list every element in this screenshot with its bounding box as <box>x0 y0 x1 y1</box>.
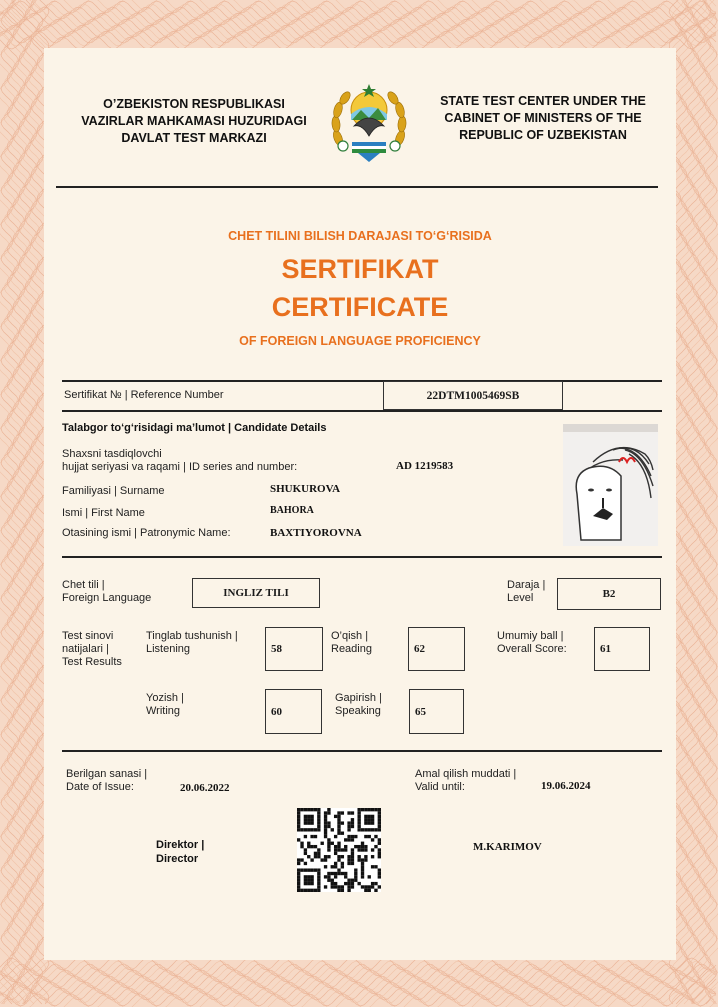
issue-date-label <box>66 768 147 794</box>
header-left-line3: DAVLAT TEST MARKAZI <box>121 131 267 145</box>
candidate-photo <box>563 424 658 546</box>
level-label-line1: Daraja | <box>507 579 546 591</box>
guilloche-line <box>0 961 716 973</box>
language-value-box: INGLIZ TILI <box>192 578 320 608</box>
guilloche-line <box>0 34 716 46</box>
level-value-box: B2 <box>557 578 661 610</box>
guilloche-line <box>693 0 705 1004</box>
title-uz: SERTIFIKAT <box>281 254 439 284</box>
guilloche-line <box>0 967 716 979</box>
reading-label <box>331 630 372 656</box>
guilloche-line <box>13 0 25 1004</box>
guilloche-line <box>0 28 716 40</box>
id-label-line1: Shaxsni tasdiqlovchi <box>62 448 162 460</box>
title-en: CERTIFICATE <box>271 292 449 322</box>
reference-number-box: 22DTM1005469SB <box>383 381 563 410</box>
overall-label <box>497 630 567 656</box>
results-bottom-divider <box>62 750 662 752</box>
writing-label <box>146 692 184 718</box>
listening-label-line1: Tinglab tushunish | <box>146 630 238 642</box>
issue-label-line1: Berilgan sanasi | <box>66 768 148 780</box>
speaking-label <box>335 692 382 718</box>
patronymic-label: Otasining ismi | Patronymic Name: <box>62 527 231 539</box>
guilloche-line <box>31 0 43 1004</box>
writing-label-line1: Yozish | <box>146 692 184 704</box>
guilloche-line <box>708 0 718 1004</box>
test-label-line1: Test sinovi <box>62 630 114 642</box>
test-label-line2: natijalari | <box>62 643 109 655</box>
guilloche-line <box>675 0 687 1004</box>
speaking-label-line2: Speaking <box>335 705 381 717</box>
patronymic-value: BAXTIYOROVNA <box>270 527 362 539</box>
qr-code[interactable] <box>297 808 381 892</box>
director-label <box>156 838 204 866</box>
reading-score-box: 62 <box>408 627 465 671</box>
header-left-line1: O’ZBEKISTON RESPUBLIKASI <box>103 97 285 111</box>
candidate-bottom-divider <box>62 556 662 558</box>
firstname-label: Ismi | First Name <box>62 507 145 519</box>
firstname-value: BAHORA <box>270 505 314 516</box>
header-right-line3: REPUBLIC OF UZBEKISTAN <box>459 128 627 142</box>
reading-label-line2: Reading <box>331 643 372 655</box>
overall-label-line1: Umumiy ball | <box>497 630 564 642</box>
header-divider <box>56 186 658 188</box>
reference-label: Sertifikat № | Reference Number <box>64 389 224 401</box>
writing-label-line2: Writing <box>146 705 181 717</box>
reference-top-divider <box>62 380 662 382</box>
language-label <box>62 579 151 605</box>
valid-until-value: 19.06.2024 <box>541 780 591 792</box>
header-right <box>414 93 672 144</box>
test-label-line3: Test Results <box>62 656 122 668</box>
valid-label-line1: Amal qilish muddati | <box>415 768 517 780</box>
issue-date-value: 20.06.2022 <box>180 782 230 794</box>
reading-label-line1: O’qish | <box>331 630 369 642</box>
language-label-line1: Chet tili | <box>62 579 105 591</box>
surname-label: Familiyasi | Surname <box>62 485 165 497</box>
valid-until-label <box>415 768 516 794</box>
director-label-line1: Direktor | <box>156 839 205 851</box>
id-value: AD 1219583 <box>396 460 454 472</box>
subtitle-en: OF FOREIGN LANGUAGE PROFICIENCY <box>239 334 481 348</box>
level-label-line2: Level <box>507 592 534 604</box>
header-right-line2: CABINET OF MINISTERS OF THE <box>444 111 642 125</box>
language-label-line2: Foreign Language <box>62 592 152 604</box>
listening-label-line2: Listening <box>146 643 191 655</box>
test-results-label <box>62 630 122 669</box>
surname-value: SHUKUROVA <box>270 483 341 495</box>
header-left-line2: VAZIRLAR MAHKAMASI HUZURIDAGI <box>81 114 307 128</box>
header-left <box>60 96 328 147</box>
issue-label-line2: Date of Issue: <box>66 781 134 793</box>
header-right-line1: STATE TEST CENTER UNDER THE <box>440 94 646 108</box>
level-label <box>507 579 545 605</box>
director-label-line2: Director <box>156 853 199 865</box>
reference-bottom-divider <box>62 410 662 412</box>
speaking-score-box: 65 <box>409 689 464 734</box>
subtitle-uz: CHET TILINI BILISH DARAJASI TO‘G‘RISIDA <box>228 229 492 243</box>
guilloche-line <box>0 0 10 1004</box>
id-label-line2: hujjat seriyasi va raqami | ID series and number: <box>62 461 298 473</box>
listening-score-box: 58 <box>265 627 323 671</box>
director-name: M.KARIMOV <box>473 841 542 853</box>
listening-label <box>146 630 238 656</box>
overall-label-line2: Overall Score: <box>497 643 567 655</box>
writing-score-box: 60 <box>265 689 322 734</box>
candidate-section-title: Talabgor to‘g‘risidagi ma’lumot | Candidate Details <box>62 422 327 434</box>
overall-score-box: 61 <box>594 627 650 671</box>
state-emblem-icon <box>328 80 410 164</box>
valid-label-line2: Valid until: <box>415 781 465 793</box>
speaking-label-line1: Gapirish | <box>335 692 382 704</box>
